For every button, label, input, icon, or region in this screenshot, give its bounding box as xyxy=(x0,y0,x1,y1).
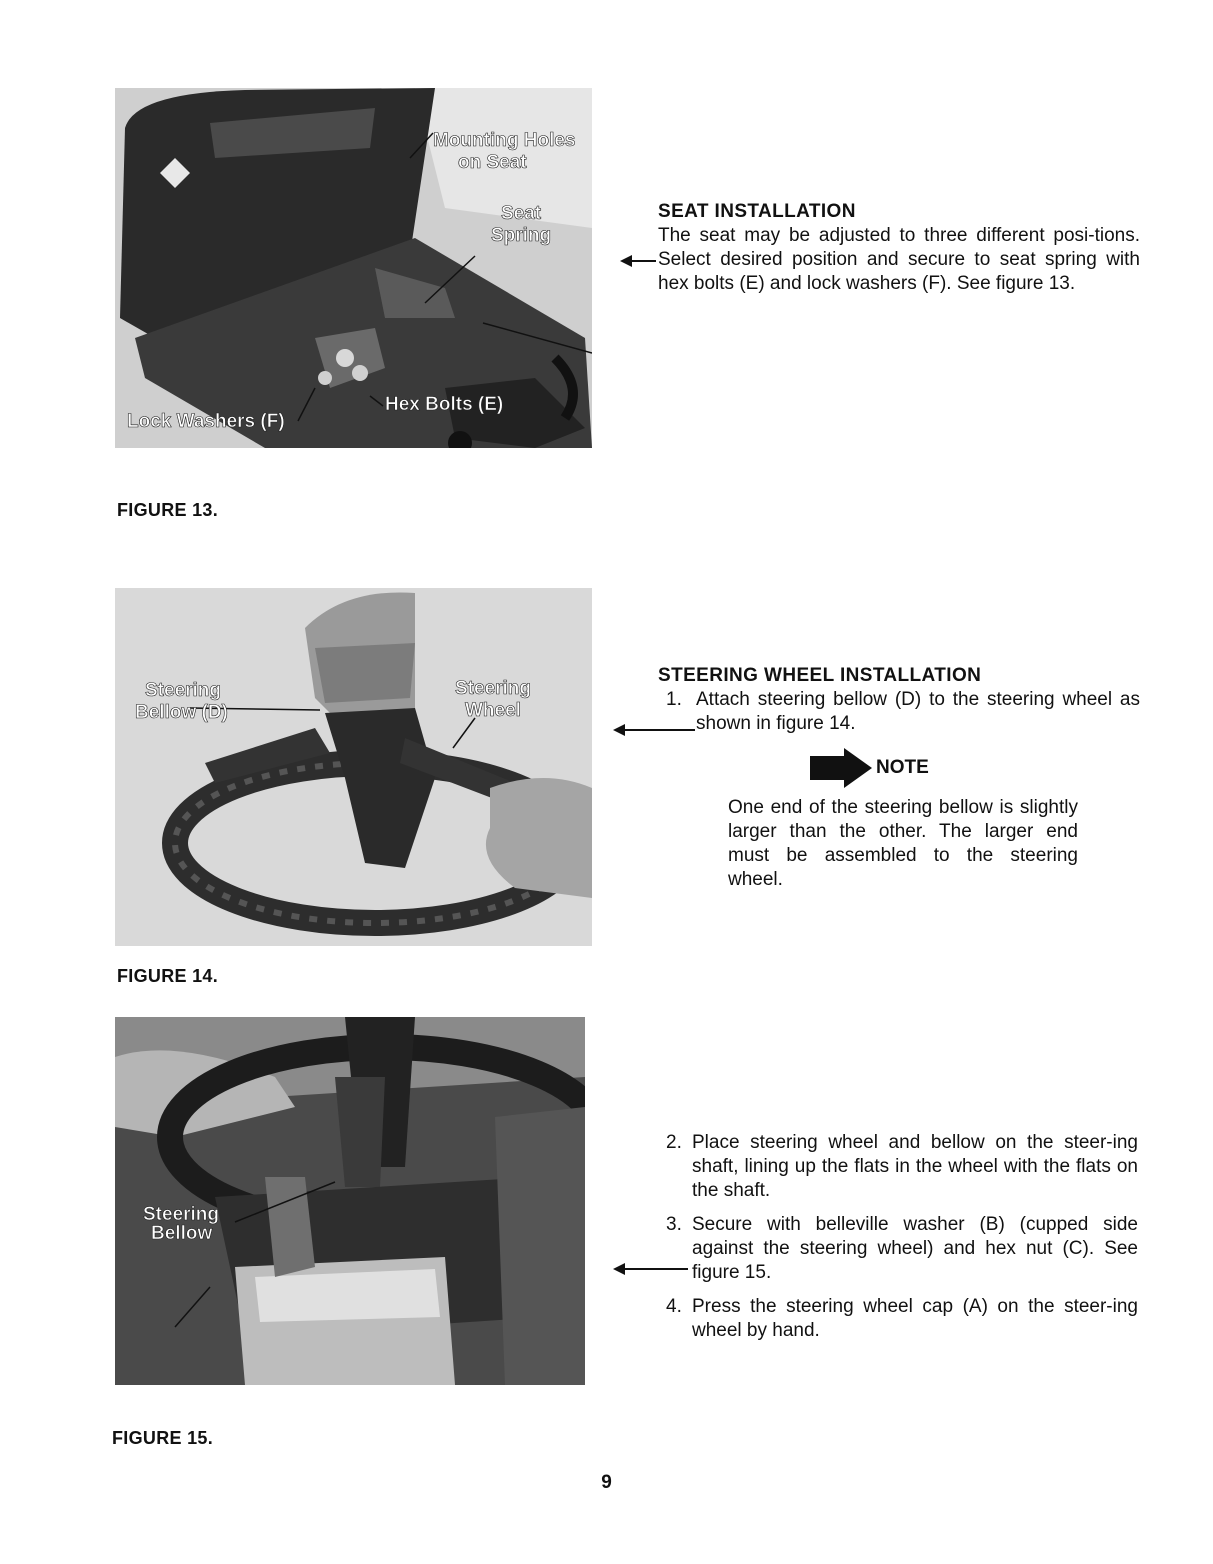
label-bellow-d: Bellow (D) xyxy=(135,702,228,723)
label-steering-left: Steering xyxy=(145,680,222,701)
figure-15-photo xyxy=(115,1017,585,1385)
seat-photo-illustration xyxy=(115,88,592,448)
seat-installation-title: SEAT INSTALLATION xyxy=(658,201,856,222)
note-text: One end of the steering bellow is slightly larger than the other. The larger end must be assembled to the steering wheel. xyxy=(728,797,1078,890)
label-spring: Spring xyxy=(491,225,552,246)
note-title: NOTE xyxy=(876,757,929,778)
assembly-step-list xyxy=(658,1131,1138,1343)
label-lock-washers: Lock Washers (F) xyxy=(127,411,285,432)
step-text-1: Attach steering bellow (D) to the steering wheel as shown in figure 14. xyxy=(696,689,1140,734)
label-hex-bolts: Hex Bolts (E) xyxy=(385,394,504,415)
step-item-4 xyxy=(658,1295,1138,1343)
steering-installation-section xyxy=(658,664,1140,892)
steering-installation-title: STEERING WHEEL INSTALLATION xyxy=(658,665,982,686)
step-text-3: Secure with belleville washer (B) (cupped side against the steering wheel) and hex nut (C). See figure 15. xyxy=(692,1214,1138,1283)
figure-14-photo xyxy=(115,588,592,946)
step-text-2: Place steering wheel and bellow on the steer-ing shaft, lining up the flats in the wheel with the flats on the shaft. xyxy=(692,1132,1138,1201)
steering-pointer-arrow xyxy=(615,729,695,731)
seat-installation-section xyxy=(658,200,1140,296)
step-item-1 xyxy=(658,688,1140,736)
step-number-1: 1. xyxy=(666,689,682,710)
note-header xyxy=(810,748,1140,788)
seat-pointer-arrow xyxy=(622,260,656,262)
steering-wheel-photo-illustration xyxy=(115,588,592,946)
label-mounting-holes: Mounting Holes xyxy=(433,130,576,151)
figure-13-caption: FIGURE 13. xyxy=(117,500,219,520)
label-on-seat: on Seat xyxy=(458,152,527,173)
step-number-3: 3. xyxy=(666,1214,682,1235)
figure-14-caption: FIGURE 14. xyxy=(117,966,219,986)
label-bellow: Bellow xyxy=(151,1223,213,1244)
label-steering: Steering xyxy=(143,1204,220,1225)
step-item-3 xyxy=(658,1213,1138,1285)
seat-installation-text: The seat may be adjusted to three different posi-tions. Select desired position and secure to seat spring with hex bolts (E) and lock washers (F). See figure 13. xyxy=(658,225,1140,294)
steps-pointer-arrow xyxy=(615,1268,688,1270)
steering-shaft-photo-illustration xyxy=(115,1017,585,1385)
step-text-4: Press the steering wheel cap (A) on the steer-ing wheel by hand. xyxy=(692,1296,1138,1341)
steering-step-list xyxy=(658,688,1140,736)
label-steering-right: Steering xyxy=(455,678,532,699)
step-number-4: 4. xyxy=(666,1296,682,1317)
note-arrow-icon xyxy=(810,748,872,788)
step-item-2 xyxy=(658,1131,1138,1203)
figure-13-photo xyxy=(115,88,592,448)
step-number-2: 2. xyxy=(666,1132,682,1153)
figure-15-caption: FIGURE 15. xyxy=(112,1428,214,1448)
page-number: 9 xyxy=(601,1472,612,1493)
label-seat: Seat xyxy=(501,203,542,224)
assembly-steps-section xyxy=(658,1131,1138,1343)
label-wheel: Wheel xyxy=(465,700,521,721)
